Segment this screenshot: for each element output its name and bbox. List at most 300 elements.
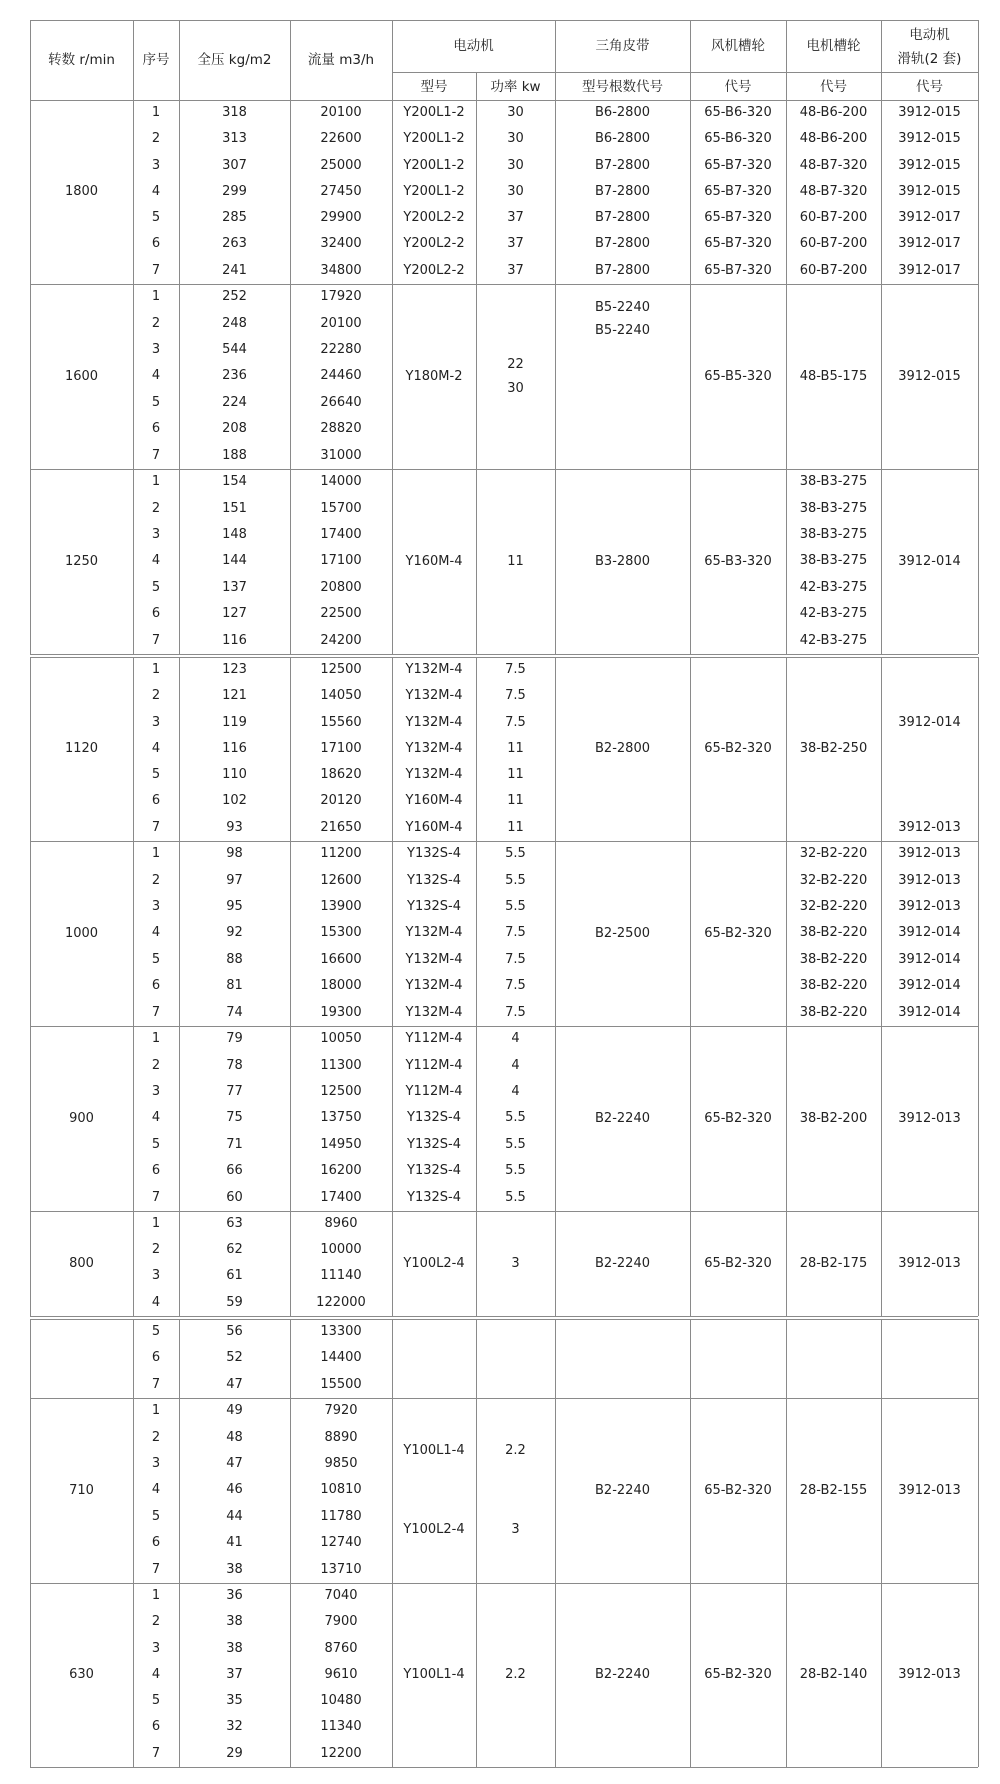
cell-belt: B7-2800 xyxy=(595,210,650,226)
column-rule xyxy=(978,469,979,654)
column-rule xyxy=(476,1583,477,1767)
row-pressure: 123 xyxy=(222,662,247,678)
row-flow: 24200 xyxy=(320,632,362,648)
column-rule xyxy=(30,1398,31,1583)
row-pressure: 29 xyxy=(226,1745,243,1761)
column-rule xyxy=(881,1583,882,1767)
cell-power: 30 xyxy=(507,380,524,396)
column-rule xyxy=(978,284,979,469)
cell-motorp: 38-B2-220 xyxy=(799,978,868,994)
cell-motorp: 38-B2-220 xyxy=(799,1004,868,1020)
cell-fan: 65-B3-320 xyxy=(704,553,772,569)
header-motor-model: 型号 xyxy=(420,79,448,95)
row-pressure: 38 xyxy=(226,1614,243,1630)
column-rule xyxy=(392,657,393,841)
row-flow: 16200 xyxy=(320,1163,362,1179)
row-flow: 11300 xyxy=(320,1057,362,1073)
row-flow: 15300 xyxy=(320,925,362,941)
group-bottom-border xyxy=(30,1026,978,1027)
cell-rail: 3912-013 xyxy=(898,1667,961,1682)
row-pressure: 236 xyxy=(222,368,247,384)
row-flow: 8960 xyxy=(324,1216,358,1232)
cell-motorp: 48-B6-200 xyxy=(799,131,868,147)
cell-rail: 3912-017 xyxy=(898,210,961,226)
cell-belt: B7-2800 xyxy=(595,183,650,199)
row-flow: 12600 xyxy=(320,872,362,888)
column-rule xyxy=(179,1398,180,1583)
cell-power: 7.5 xyxy=(505,925,526,941)
column-rule xyxy=(133,1026,134,1211)
column-rule xyxy=(30,657,31,841)
row-pressure: 47 xyxy=(226,1376,243,1392)
row-pressure: 93 xyxy=(226,819,243,835)
header-column-rule xyxy=(786,20,787,100)
cell-motorp: 38-B3-275 xyxy=(799,474,868,490)
row-seq: 1 xyxy=(151,846,161,862)
speed-value: 710 xyxy=(69,1482,94,1498)
cell-model: Y132M-4 xyxy=(405,714,463,730)
row-pressure: 66 xyxy=(226,1163,243,1179)
cell-power: 37 xyxy=(507,262,524,278)
header-belt: 三角皮带 xyxy=(595,38,650,54)
row-flow: 9610 xyxy=(324,1666,358,1682)
column-rule xyxy=(881,1211,882,1316)
column-rule xyxy=(392,1319,393,1398)
cell-power: 7.5 xyxy=(505,951,526,967)
row-pressure: 56 xyxy=(226,1324,243,1340)
column-rule xyxy=(690,841,691,1026)
cell-belt: B3-2800 xyxy=(595,553,650,569)
row-flow: 9850 xyxy=(324,1455,358,1471)
header-pressure: 全压 kg/m2 xyxy=(197,52,272,68)
row-flow: 7040 xyxy=(324,1588,358,1604)
row-flow: 11140 xyxy=(320,1268,362,1284)
row-flow: 10000 xyxy=(320,1242,362,1258)
row-pressure: 37 xyxy=(226,1666,243,1682)
row-flow: 22600 xyxy=(320,131,362,147)
row-seq: 1 xyxy=(151,1588,161,1604)
row-seq: 7 xyxy=(151,1189,161,1205)
cell-model: Y200L2-2 xyxy=(403,262,465,278)
cell-model: Y112M-4 xyxy=(405,1083,463,1099)
group-bottom-border xyxy=(30,1211,978,1212)
cell-power: 4 xyxy=(511,1031,520,1047)
cell-model: Y132M-4 xyxy=(405,688,463,704)
column-rule xyxy=(881,1319,882,1398)
row-seq: 4 xyxy=(151,925,161,941)
row-seq: 6 xyxy=(151,1719,161,1735)
row-pressure: 74 xyxy=(226,1004,243,1020)
cell-model: Y132S-4 xyxy=(407,872,461,888)
column-rule xyxy=(555,100,556,284)
column-rule xyxy=(690,657,691,841)
column-rule xyxy=(133,1398,134,1583)
row-flow: 14400 xyxy=(320,1350,362,1366)
cell-fan: 65-B2-320 xyxy=(704,1482,772,1498)
row-pressure: 137 xyxy=(222,579,247,595)
cell-power: 30 xyxy=(507,157,524,173)
column-rule xyxy=(881,657,882,841)
cell-rail: 3912-015 xyxy=(898,183,961,199)
column-rule xyxy=(133,657,134,841)
column-rule xyxy=(978,1026,979,1211)
row-flow: 19300 xyxy=(320,1004,362,1020)
row-seq: 4 xyxy=(151,1666,161,1682)
column-rule xyxy=(392,1211,393,1316)
cell-rail: 3912-017 xyxy=(898,262,961,278)
cell-rail: 3912-014 xyxy=(898,714,961,730)
header-seq: 序号 xyxy=(142,52,170,68)
cell-belt: B2-2800 xyxy=(595,741,650,756)
cell-power: 22 xyxy=(507,356,524,372)
row-seq: 6 xyxy=(151,978,161,994)
cell-belt: B2-2240 xyxy=(595,1255,650,1271)
cell-motorp: 60-B7-200 xyxy=(799,236,868,252)
speed-value: 1120 xyxy=(64,741,99,756)
cell-rail: 3912-013 xyxy=(898,1482,961,1498)
column-rule xyxy=(978,1583,979,1767)
row-flow: 17400 xyxy=(320,1189,362,1205)
row-seq: 4 xyxy=(151,368,161,384)
cell-power: 4 xyxy=(511,1083,520,1099)
row-flow: 8760 xyxy=(324,1640,358,1656)
cell-rail: 3912-013 xyxy=(898,898,961,914)
cell-model: Y132M-4 xyxy=(405,925,463,941)
row-pressure: 119 xyxy=(222,714,247,730)
row-flow: 20120 xyxy=(320,793,362,809)
column-rule xyxy=(392,1026,393,1211)
row-flow: 12200 xyxy=(320,1745,362,1761)
cell-power: 11 xyxy=(507,740,524,756)
cell-power: 30 xyxy=(507,183,524,199)
row-seq: 6 xyxy=(151,1163,161,1179)
header-fan-pulley-code: 代号 xyxy=(724,79,752,95)
row-pressure: 49 xyxy=(226,1403,243,1419)
cell-motorp: 32-B2-220 xyxy=(799,898,868,914)
row-pressure: 46 xyxy=(226,1482,243,1498)
cell-power: 5.5 xyxy=(505,898,526,914)
row-pressure: 318 xyxy=(222,105,247,121)
row-flow: 20800 xyxy=(320,579,362,595)
column-rule xyxy=(179,1211,180,1316)
row-seq: 6 xyxy=(151,606,161,622)
cell-motorp: 28-B2-175 xyxy=(799,1255,868,1271)
row-flow: 13710 xyxy=(320,1561,362,1577)
row-flow: 13750 xyxy=(320,1110,362,1126)
row-flow: 13900 xyxy=(320,898,362,914)
row-pressure: 285 xyxy=(222,210,247,226)
cell-model: Y160M-4 xyxy=(405,793,463,809)
row-flow: 24460 xyxy=(320,368,362,384)
header-column-rule xyxy=(476,72,477,100)
column-rule xyxy=(392,841,393,1026)
cell-power: 11 xyxy=(507,793,524,809)
cell-model: Y200L1-2 xyxy=(403,183,465,199)
row-pressure: 188 xyxy=(222,447,247,463)
cell-power: 5.5 xyxy=(505,1189,526,1205)
column-rule xyxy=(476,100,477,284)
header-rail-line2: 滑轨(2 套) xyxy=(897,51,962,67)
cell-model: Y200L1-2 xyxy=(403,157,465,173)
cell-fan: 65-B7-320 xyxy=(704,236,772,252)
row-seq: 3 xyxy=(151,1640,161,1656)
cell-power: 5.5 xyxy=(505,1110,526,1126)
row-seq: 7 xyxy=(151,819,161,835)
column-rule xyxy=(786,657,787,841)
cell-fan: 65-B7-320 xyxy=(704,157,772,173)
row-seq: 5 xyxy=(151,394,161,410)
cell-motorp: 60-B7-200 xyxy=(799,210,868,226)
row-flow: 15500 xyxy=(320,1376,362,1392)
cell-power: 5.5 xyxy=(505,846,526,862)
row-seq: 4 xyxy=(151,740,161,756)
column-rule xyxy=(690,284,691,469)
column-rule xyxy=(476,469,477,654)
cell-power: 2.2 xyxy=(505,1442,526,1458)
column-rule xyxy=(30,841,31,1026)
column-rule xyxy=(786,1211,787,1316)
cell-rail: 3912-015 xyxy=(898,131,961,147)
row-pressure: 224 xyxy=(222,394,247,410)
cell-model: Y180M-2 xyxy=(405,368,463,384)
cell-power: 37 xyxy=(507,210,524,226)
cell-fan: 65-B2-320 xyxy=(704,1667,772,1682)
speed-value: 630 xyxy=(69,1667,94,1682)
row-flow: 22280 xyxy=(320,341,362,357)
row-flow: 14050 xyxy=(320,688,362,704)
row-flow: 12500 xyxy=(320,1083,362,1099)
column-rule xyxy=(179,841,180,1026)
column-rule xyxy=(476,1211,477,1316)
column-rule xyxy=(978,1319,979,1398)
row-flow: 28820 xyxy=(320,421,362,437)
row-flow: 26640 xyxy=(320,394,362,410)
row-seq: 3 xyxy=(151,898,161,914)
cell-power: 30 xyxy=(507,131,524,147)
row-pressure: 61 xyxy=(226,1268,243,1284)
row-pressure: 151 xyxy=(222,500,247,516)
row-pressure: 52 xyxy=(226,1350,243,1366)
column-rule xyxy=(881,1398,882,1583)
column-rule xyxy=(690,100,691,284)
row-seq: 4 xyxy=(151,553,161,569)
cell-belt: B6-2800 xyxy=(595,105,650,121)
row-seq: 3 xyxy=(151,714,161,730)
row-seq: 5 xyxy=(151,579,161,595)
header-column-rule xyxy=(978,20,979,100)
column-rule xyxy=(179,1319,180,1398)
column-rule xyxy=(290,284,291,469)
cell-belt: B2-2240 xyxy=(595,1667,650,1682)
speed-value: 1250 xyxy=(64,553,99,569)
cell-model: Y112M-4 xyxy=(405,1031,463,1047)
row-flow: 20100 xyxy=(320,315,362,331)
row-seq: 2 xyxy=(151,1057,161,1073)
row-seq: 3 xyxy=(151,341,161,357)
column-rule xyxy=(476,284,477,469)
cell-model: Y132M-4 xyxy=(405,767,463,783)
header-motor-power: 功率 kw xyxy=(490,79,541,95)
header-fan-pulley: 风机槽轮 xyxy=(711,38,765,54)
cell-rail: 3912-013 xyxy=(898,1110,961,1126)
cell-belt: B7-2800 xyxy=(595,262,650,278)
row-seq: 6 xyxy=(151,1535,161,1551)
row-pressure: 116 xyxy=(222,740,247,756)
cell-model: Y132M-4 xyxy=(405,978,463,994)
cell-model: Y100L2-4 xyxy=(403,1255,465,1271)
row-seq: 5 xyxy=(151,1136,161,1152)
column-rule xyxy=(690,469,691,654)
row-seq: 7 xyxy=(151,1004,161,1020)
row-flow: 7900 xyxy=(324,1614,358,1630)
row-flow: 18620 xyxy=(320,767,362,783)
row-flow: 22500 xyxy=(320,606,362,622)
row-seq: 3 xyxy=(151,526,161,542)
row-flow: 27450 xyxy=(320,183,362,199)
cell-fan: 65-B2-320 xyxy=(704,925,772,941)
row-flow: 14000 xyxy=(320,474,362,490)
column-rule xyxy=(978,1398,979,1583)
row-seq: 7 xyxy=(151,1745,161,1761)
row-seq: 5 xyxy=(151,210,161,226)
cell-model: Y132S-4 xyxy=(407,898,461,914)
row-flow: 10050 xyxy=(320,1031,362,1047)
cell-model: Y160M-4 xyxy=(405,553,463,569)
cell-model: Y132M-4 xyxy=(405,951,463,967)
cell-motorp: 42-B3-275 xyxy=(799,632,868,648)
cell-motorp: 28-B2-155 xyxy=(799,1482,868,1498)
row-pressure: 208 xyxy=(222,421,247,437)
cell-fan: 65-B7-320 xyxy=(704,210,772,226)
column-rule xyxy=(133,469,134,654)
row-flow: 17100 xyxy=(320,553,362,569)
row-seq: 1 xyxy=(151,105,161,121)
row-seq: 1 xyxy=(151,1031,161,1047)
group-bottom-border xyxy=(30,1583,978,1584)
cell-power: 11 xyxy=(507,553,524,569)
row-pressure: 60 xyxy=(226,1189,243,1205)
column-rule xyxy=(786,1583,787,1767)
cell-motorp: 38-B3-275 xyxy=(799,500,868,516)
column-rule xyxy=(786,284,787,469)
header-column-rule xyxy=(555,20,556,100)
column-rule xyxy=(179,1026,180,1211)
row-seq: 4 xyxy=(151,183,161,199)
column-rule xyxy=(392,100,393,284)
column-rule xyxy=(133,1211,134,1316)
group-bottom-border xyxy=(30,1767,978,1768)
cell-model: Y112M-4 xyxy=(405,1057,463,1073)
row-pressure: 71 xyxy=(226,1136,243,1152)
table-top-border xyxy=(30,20,978,21)
header-motor-pulley: 电机槽轮 xyxy=(806,38,861,54)
row-pressure: 47 xyxy=(226,1455,243,1471)
row-flow: 18000 xyxy=(320,978,362,994)
cell-model: Y100L1-4 xyxy=(403,1442,465,1458)
cell-rail: 3912-015 xyxy=(898,157,961,173)
row-pressure: 97 xyxy=(226,872,243,888)
row-flow: 12500 xyxy=(320,662,362,678)
speed-value: 1600 xyxy=(64,368,99,384)
cell-belt: B7-2800 xyxy=(595,157,650,173)
row-flow: 15560 xyxy=(320,714,362,730)
column-rule xyxy=(290,1583,291,1767)
row-seq: 7 xyxy=(151,262,161,278)
cell-power: 37 xyxy=(507,236,524,252)
row-flow: 13300 xyxy=(320,1324,362,1340)
row-flow: 20100 xyxy=(320,105,362,121)
row-flow: 12740 xyxy=(320,1535,362,1551)
row-seq: 3 xyxy=(151,1083,161,1099)
cell-rail: 3912-014 xyxy=(898,1004,961,1020)
group-bottom-border xyxy=(30,841,978,842)
row-pressure: 88 xyxy=(226,951,243,967)
column-rule xyxy=(179,657,180,841)
cell-model: Y200L1-2 xyxy=(403,105,465,121)
row-flow: 34800 xyxy=(320,262,362,278)
row-seq: 7 xyxy=(151,447,161,463)
column-rule xyxy=(133,100,134,284)
row-seq: 5 xyxy=(151,1324,161,1340)
column-rule xyxy=(555,469,556,654)
column-rule xyxy=(179,469,180,654)
row-pressure: 38 xyxy=(226,1561,243,1577)
row-flow: 122000 xyxy=(316,1294,366,1310)
cell-power: 11 xyxy=(507,819,524,835)
row-flow: 17400 xyxy=(320,526,362,542)
row-pressure: 77 xyxy=(226,1083,243,1099)
row-flow: 29900 xyxy=(320,210,362,226)
column-rule xyxy=(30,1026,31,1211)
header-motor-pulley-code: 代号 xyxy=(820,79,847,95)
cell-motorp: 28-B2-140 xyxy=(799,1667,868,1682)
column-rule xyxy=(179,100,180,284)
cell-model: Y100L2-4 xyxy=(403,1521,465,1537)
cell-motorp: 60-B7-200 xyxy=(799,262,868,278)
cell-fan: 65-B6-320 xyxy=(704,131,772,147)
cell-motorp: 38-B3-275 xyxy=(799,526,868,542)
cell-motorp: 48-B7-320 xyxy=(799,183,868,199)
row-flow: 8890 xyxy=(324,1429,358,1445)
row-pressure: 116 xyxy=(222,632,247,648)
row-pressure: 148 xyxy=(222,526,247,542)
cell-rail: 3912-014 xyxy=(898,978,961,994)
cell-model: Y132S-4 xyxy=(407,1163,461,1179)
row-pressure: 307 xyxy=(222,157,247,173)
column-rule xyxy=(786,100,787,284)
cell-rail: 3912-014 xyxy=(898,951,961,967)
column-rule xyxy=(392,284,393,469)
header-motor: 电动机 xyxy=(453,38,494,54)
cell-belt: B5-2240 xyxy=(595,300,650,315)
cell-power: 5.5 xyxy=(505,1163,526,1179)
header-bottom-border xyxy=(30,100,978,101)
column-rule xyxy=(690,1211,691,1316)
column-rule xyxy=(786,469,787,654)
row-pressure: 102 xyxy=(222,793,247,809)
row-pressure: 110 xyxy=(222,767,247,783)
row-seq: 4 xyxy=(151,1110,161,1126)
column-rule xyxy=(133,841,134,1026)
column-rule xyxy=(392,469,393,654)
column-rule xyxy=(786,841,787,1026)
row-pressure: 95 xyxy=(226,898,243,914)
row-flow: 21650 xyxy=(320,819,362,835)
row-seq: 3 xyxy=(151,1455,161,1471)
group-bottom-border xyxy=(30,654,978,655)
column-rule xyxy=(476,841,477,1026)
row-flow: 11780 xyxy=(320,1508,362,1524)
